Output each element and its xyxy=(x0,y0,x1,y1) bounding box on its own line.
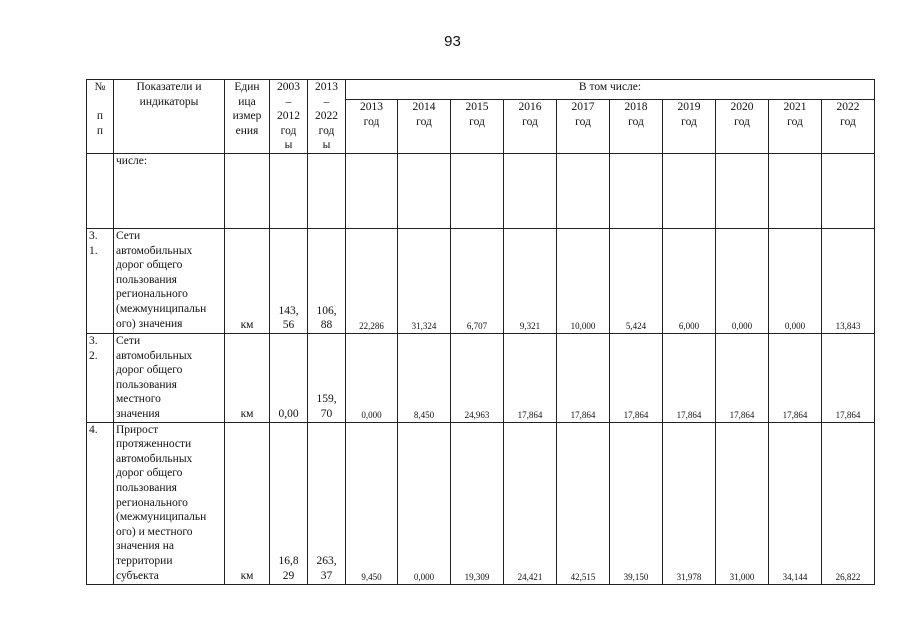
row-unit: км xyxy=(225,422,270,584)
value-cell xyxy=(716,154,769,229)
value-cell: 0,000 xyxy=(346,334,398,423)
row-unit: км xyxy=(225,334,270,423)
row-name: Сети автомобильных дорог общего пользования регионального (межмуниципальн ого) значения xyxy=(114,229,225,334)
row-num: 3. 1. xyxy=(87,229,114,334)
header-unit: Един ица измер ения xyxy=(225,80,270,154)
value-cell: 8,450 xyxy=(398,334,451,423)
value-cell: 6,000 xyxy=(663,229,716,334)
value-cell: 9,450 xyxy=(346,422,398,584)
value-cell xyxy=(557,154,610,229)
value-cell xyxy=(346,154,398,229)
value-cell: 19,309 xyxy=(451,422,504,584)
value-cell: 13,843 xyxy=(822,229,875,334)
year-header: 2020 год xyxy=(716,100,769,154)
row-period1: 0,00 xyxy=(270,334,308,423)
row-period2: 263, 37 xyxy=(308,422,346,584)
row-unit: км xyxy=(225,229,270,334)
row-period1 xyxy=(270,154,308,229)
value-cell: 17,864 xyxy=(769,334,822,423)
row-name: числе: xyxy=(114,154,225,229)
value-cell xyxy=(663,154,716,229)
year-header: 2017 год xyxy=(557,100,610,154)
year-header: 2019 год xyxy=(663,100,716,154)
value-cell: 17,864 xyxy=(822,334,875,423)
value-cell: 42,515 xyxy=(557,422,610,584)
value-cell: 31,000 xyxy=(716,422,769,584)
row-unit xyxy=(225,154,270,229)
row-name: Сети автомобильных дорог общего пользования местного значения xyxy=(114,334,225,423)
row-period1: 16,8 29 xyxy=(270,422,308,584)
row-num: 3. 2. xyxy=(87,334,114,423)
indicators-table xyxy=(86,79,875,585)
table-row xyxy=(87,154,875,229)
row-period2 xyxy=(308,154,346,229)
value-cell: 39,150 xyxy=(610,422,663,584)
value-cell xyxy=(769,154,822,229)
value-cell: 0,000 xyxy=(716,229,769,334)
value-cell: 24,421 xyxy=(504,422,557,584)
row-period2: 106, 88 xyxy=(308,229,346,334)
year-header: 2022 год xyxy=(822,100,875,154)
value-cell xyxy=(822,154,875,229)
value-cell: 17,864 xyxy=(610,334,663,423)
header-indicator: Показатели и индикаторы xyxy=(114,80,225,154)
row-period1: 143, 56 xyxy=(270,229,308,334)
year-header: 2014 год xyxy=(398,100,451,154)
value-cell: 17,864 xyxy=(663,334,716,423)
header-num: № п п xyxy=(87,80,114,154)
value-cell: 34,144 xyxy=(769,422,822,584)
table-row xyxy=(87,422,875,584)
header-period-2003-2012: 2003 – 2012 год ы xyxy=(270,80,308,154)
value-cell: 10,000 xyxy=(557,229,610,334)
row-num xyxy=(87,154,114,229)
value-cell: 31,978 xyxy=(663,422,716,584)
year-header: 2018 год xyxy=(610,100,663,154)
table-row xyxy=(87,334,875,423)
value-cell: 24,963 xyxy=(451,334,504,423)
row-num: 4. xyxy=(87,422,114,584)
value-cell: 31,324 xyxy=(398,229,451,334)
value-cell: 17,864 xyxy=(716,334,769,423)
table-row xyxy=(87,229,875,334)
year-header: 2021 год xyxy=(769,100,822,154)
value-cell: 0,000 xyxy=(398,422,451,584)
value-cell: 0,000 xyxy=(769,229,822,334)
value-cell: 26,822 xyxy=(822,422,875,584)
value-cell: 17,864 xyxy=(504,334,557,423)
value-cell xyxy=(398,154,451,229)
header-including: В том числе: xyxy=(346,80,875,100)
year-header: 2015 год xyxy=(451,100,504,154)
header-period-2013-2022: 2013 – 2022 год ы xyxy=(308,80,346,154)
value-cell: 22,286 xyxy=(346,229,398,334)
value-cell xyxy=(451,154,504,229)
value-cell xyxy=(504,154,557,229)
value-cell: 6,707 xyxy=(451,229,504,334)
row-period2: 159, 70 xyxy=(308,334,346,423)
row-name: Прирост протяженности автомобильных дорог общего пользования регионального (межмуниципальн ого) и местного значения на территории субъекта xyxy=(114,422,225,584)
value-cell: 17,864 xyxy=(557,334,610,423)
value-cell: 5,424 xyxy=(610,229,663,334)
header-row xyxy=(87,80,875,100)
year-header: 2013 год xyxy=(346,100,398,154)
page-number: 93 xyxy=(444,33,461,50)
year-header: 2016 год xyxy=(504,100,557,154)
value-cell xyxy=(610,154,663,229)
value-cell: 9,321 xyxy=(504,229,557,334)
